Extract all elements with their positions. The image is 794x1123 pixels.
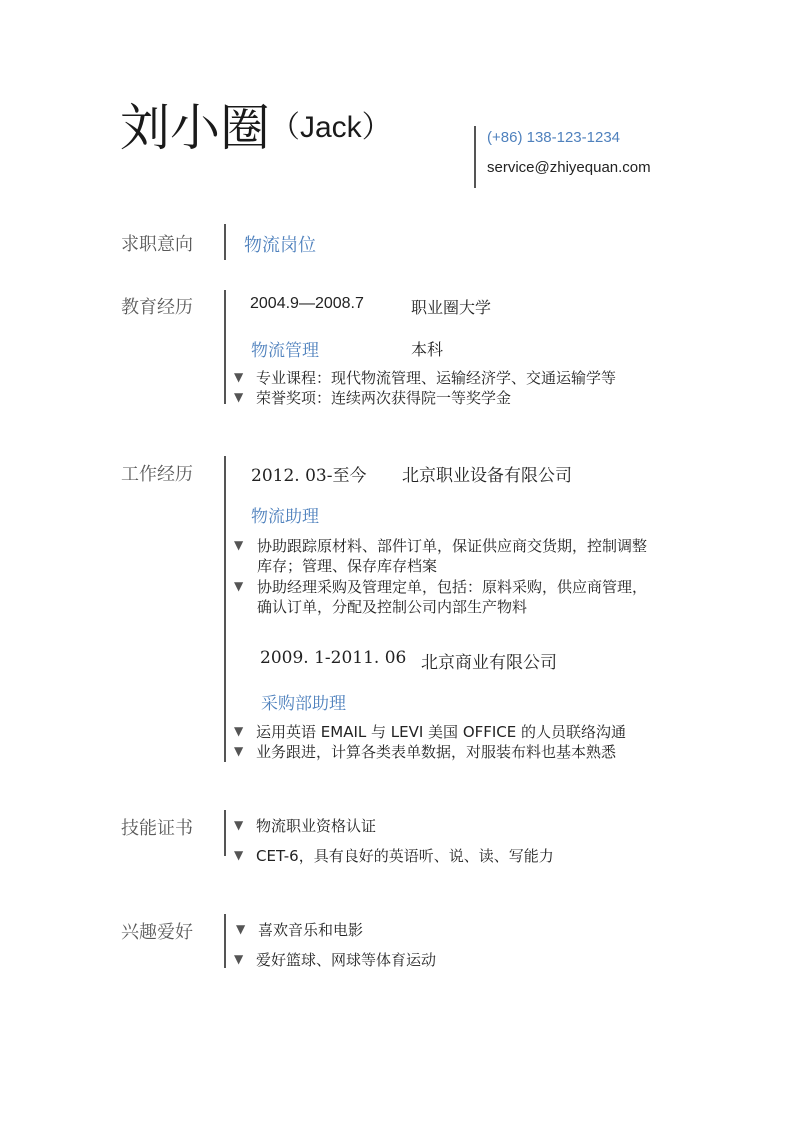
job-period: 2009. 1-2011. 06 bbox=[260, 648, 407, 668]
bullet-text: 专业课程：现代物流管理、运输经济学、交通运输学等 bbox=[256, 369, 617, 387]
section-divider-hobbies bbox=[224, 914, 226, 968]
job-company: 北京商业有限公司 bbox=[421, 653, 557, 673]
section-title-hobbies: 兴趣爱好 bbox=[121, 922, 193, 943]
bullet-text: 爱好篮球、网球等体育运动 bbox=[256, 951, 437, 969]
triangle-down-icon: ▼ bbox=[234, 579, 244, 593]
phone-number: (+86) 138-123-1234 bbox=[487, 129, 621, 146]
bullet-text: 运用英语 EMAIL 与 LEVI 美国 OFFICE 的人员联络沟通 bbox=[256, 723, 627, 741]
bullet-text-continued: 库存；管理、保存库存档案 bbox=[257, 557, 438, 575]
triangle-down-icon: ▼ bbox=[234, 538, 244, 552]
bullet-text: CET-6，具有良好的英语听、说、读、写能力 bbox=[256, 847, 554, 865]
email-address: service@zhiyequan.com bbox=[487, 159, 651, 176]
triangle-down-icon: ▼ bbox=[234, 848, 244, 862]
bullet-text: 荣誉奖项：连续两次获得院一等奖学金 bbox=[256, 389, 512, 407]
bullet-text: 喜欢音乐和电影 bbox=[258, 921, 364, 939]
triangle-down-icon: ▼ bbox=[234, 952, 244, 966]
education-degree: 本科 bbox=[411, 340, 444, 359]
job-position: 采购部助理 bbox=[261, 694, 346, 714]
triangle-down-icon: ▼ bbox=[234, 744, 244, 758]
section-divider-skills bbox=[224, 810, 226, 856]
bullet-text: 协助经理采购及管理定单，包括：原料采购，供应商管理， bbox=[257, 578, 648, 596]
section-title-objective: 求职意向 bbox=[121, 234, 193, 255]
bullet-text-continued: 确认订单，分配及控制公司内部生产物料 bbox=[257, 598, 528, 616]
bullet-text: 协助跟踪原材料、部件订单，保证供应商交货期，控制调整 bbox=[257, 537, 648, 555]
job-company: 北京职业设备有限公司 bbox=[402, 466, 572, 486]
section-title-skills: 技能证书 bbox=[121, 818, 193, 839]
triangle-down-icon: ▼ bbox=[234, 370, 244, 384]
section-divider-objective bbox=[224, 224, 226, 260]
education-school: 职业圈大学 bbox=[411, 298, 492, 317]
education-major: 物流管理 bbox=[251, 341, 319, 361]
triangle-down-icon: ▼ bbox=[236, 922, 246, 936]
bullet-text: 物流职业资格认证 bbox=[256, 817, 377, 835]
candidate-name-english: （Jack） bbox=[270, 111, 392, 144]
education-period: 2004.9—2008.7 bbox=[250, 295, 364, 312]
section-divider-education bbox=[224, 290, 226, 404]
candidate-name: 刘小圈（Jack） bbox=[120, 99, 392, 157]
bullet-text: 业务跟进，计算各类表单数据，对服装布料也基本熟悉 bbox=[256, 743, 617, 761]
job-position: 物流助理 bbox=[251, 507, 319, 527]
triangle-down-icon: ▼ bbox=[234, 724, 244, 738]
section-title-work: 工作经历 bbox=[121, 464, 193, 485]
section-title-education: 教育经历 bbox=[121, 297, 193, 318]
objective-value: 物流岗位 bbox=[244, 235, 316, 256]
job-period: 2012. 03-至今 bbox=[251, 466, 367, 486]
triangle-down-icon: ▼ bbox=[234, 818, 244, 832]
header-divider bbox=[474, 126, 476, 188]
section-divider-work bbox=[224, 456, 226, 762]
triangle-down-icon: ▼ bbox=[234, 390, 244, 404]
